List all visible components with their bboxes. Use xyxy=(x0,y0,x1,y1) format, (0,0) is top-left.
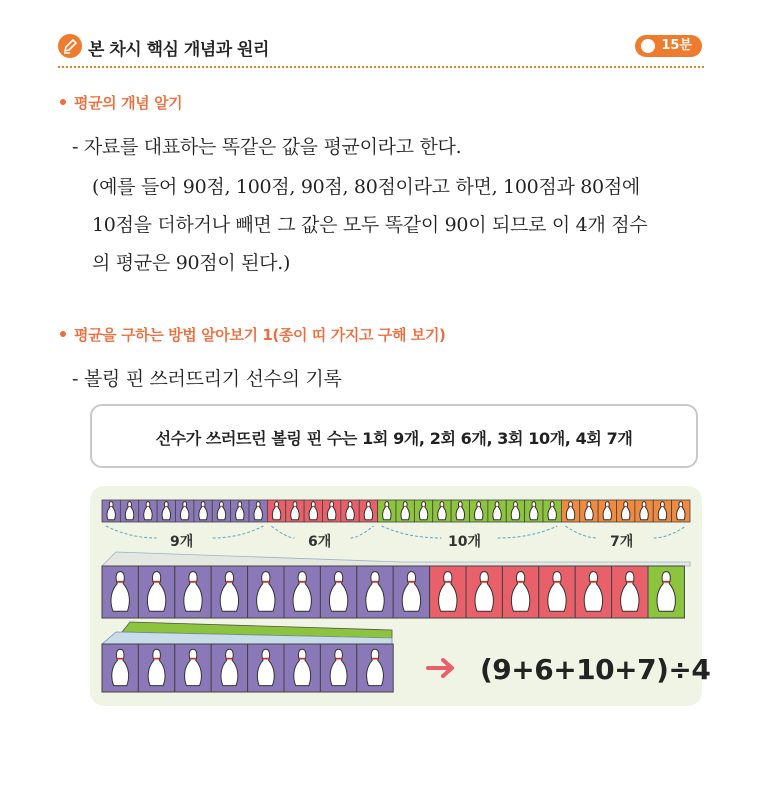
record-text: 선수가 쓰러뜨린 볼링 핀 수는 1회 9개, 2회 6개, 3회 10개, 4회 7개 xyxy=(155,429,633,448)
strip-shadow xyxy=(102,552,690,566)
arrow-right-icon xyxy=(426,656,458,680)
section-heading-average-concept xyxy=(60,92,182,113)
record-box xyxy=(90,404,698,468)
section-heading-method xyxy=(60,324,446,345)
time-badge-label: 15분 xyxy=(661,38,692,53)
group-count-label: 10개 xyxy=(448,534,482,550)
group-count-label: 7개 xyxy=(610,534,634,550)
concept-line-4: 의 평균은 90점이 된다.) xyxy=(92,252,291,274)
group-count-label: 6개 xyxy=(308,534,332,550)
group-count-label: 9개 xyxy=(170,534,194,550)
average-formula: (9+6+10+7)÷4 xyxy=(480,653,711,686)
bullet-icon xyxy=(60,331,66,337)
page-title: 본 차시 핵심 개념과 원리 xyxy=(88,40,269,60)
section-heading-label: 평균을 구하는 방법 알아보기 1(종이 띠 가지고 구해 보기) xyxy=(74,326,446,344)
circle-icon xyxy=(641,39,655,53)
header-divider xyxy=(58,66,704,68)
lesson-header xyxy=(58,32,704,68)
pencil-icon xyxy=(58,34,82,58)
concept-line-1: - 자료를 대표하는 똑같은 값을 평균이라고 한다. xyxy=(72,136,462,158)
bullet-icon xyxy=(60,99,66,105)
section-heading-label: 평균의 개념 알기 xyxy=(74,94,183,112)
concept-line-2: (예를 들어 90점, 100점, 90점, 80점이라고 하면, 100점과 80점에 xyxy=(92,176,640,198)
concept-line-3: 10점을 더하거나 빼면 그 값은 모두 똑같이 90이 되므로 이 4개 점수 xyxy=(92,214,648,236)
time-badge xyxy=(635,35,702,57)
method-line: - 볼링 핀 쓰러뜨리기 선수의 기록 xyxy=(72,368,342,390)
